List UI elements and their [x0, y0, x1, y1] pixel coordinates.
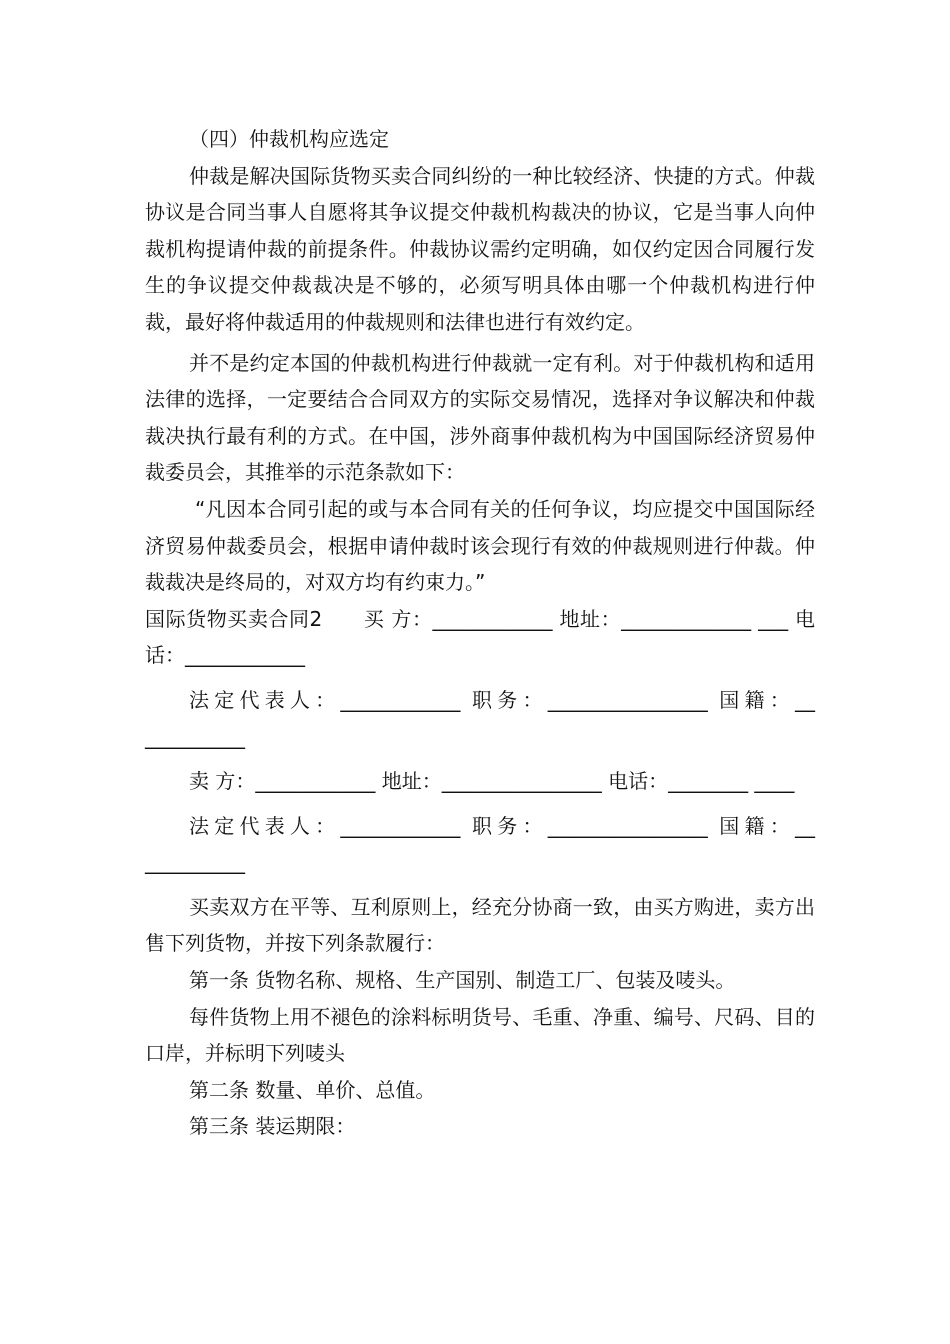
- paragraph-agreement: 买卖双方在平等、互利原则上，经充分协商一致，由买方购进，卖方出售下列货物，并按下列条款履行：: [145, 894, 815, 956]
- article-1: 第一条 货物名称、规格、生产国别、制造工厂、包装及唛头。: [189, 968, 736, 993]
- buyer-representative-line: 法定代表人：____________ 职务：________________ 国籍：__ __________: [145, 687, 822, 749]
- paragraph-model-clause: “凡因本合同引起的或与本合同有关的任何争议，均应提交中国国际经济贸易仲裁委员会，根据申请仲裁时该会现行有效的仲裁规则进行仲裁。仲裁裁决是终局的，对双方均有约束力。”: [145, 496, 815, 595]
- paragraph-marking: 每件货物上用不褪色的涂料标明货号、毛重、净重、编号、尺码、目的口岸，并标明下列唛头: [145, 1004, 815, 1066]
- paragraph-arbitration-choice: 并不是约定本国的仲裁机构进行仲裁就一定有利。对于仲裁机构和适用法律的选择，一定要结合合同双方的实际交易情况，选择对争议解决和仲裁裁决执行最有利的方式。在中国，涉外商事仲裁机构为中国国际经济贸易仲裁委员会，其推举的示范条款如下：: [145, 350, 815, 485]
- seller-line: 卖 方：____________ 地址：________________ 电话：________ ____: [189, 769, 795, 794]
- paragraph-arbitration-intro: 仲裁是解决国际货物买卖合同纠纷的一种比较经济、快捷的方式。仲裁协议是合同当事人自愿将其争议提交仲裁机构裁决的协议，它是当事人向仲裁机构提请仲裁的前提条件。仲裁协议需约定明确，如仅约定因合同履行发生的争议提交仲裁裁决是不够的，必须写明具体由哪一个仲裁机构进行仲裁，最好将仲裁适用的仲裁规则和法律也进行有效约定。: [145, 163, 815, 334]
- article-3: 第三条 装运期限：: [189, 1114, 356, 1139]
- document-body: [145, 121, 822, 1145]
- article-2: 第二条 数量、单价、总值。: [189, 1077, 436, 1102]
- section-heading: （四）仲裁机构应选定: [189, 127, 389, 151]
- seller-representative-line: 法定代表人：____________ 职务：________________ 国籍：__ __________: [145, 813, 822, 875]
- contract-title-buyer-line: 国际货物买卖合同2 买 方：____________ 地址：_____________ ___ 电话：____________: [145, 606, 815, 668]
